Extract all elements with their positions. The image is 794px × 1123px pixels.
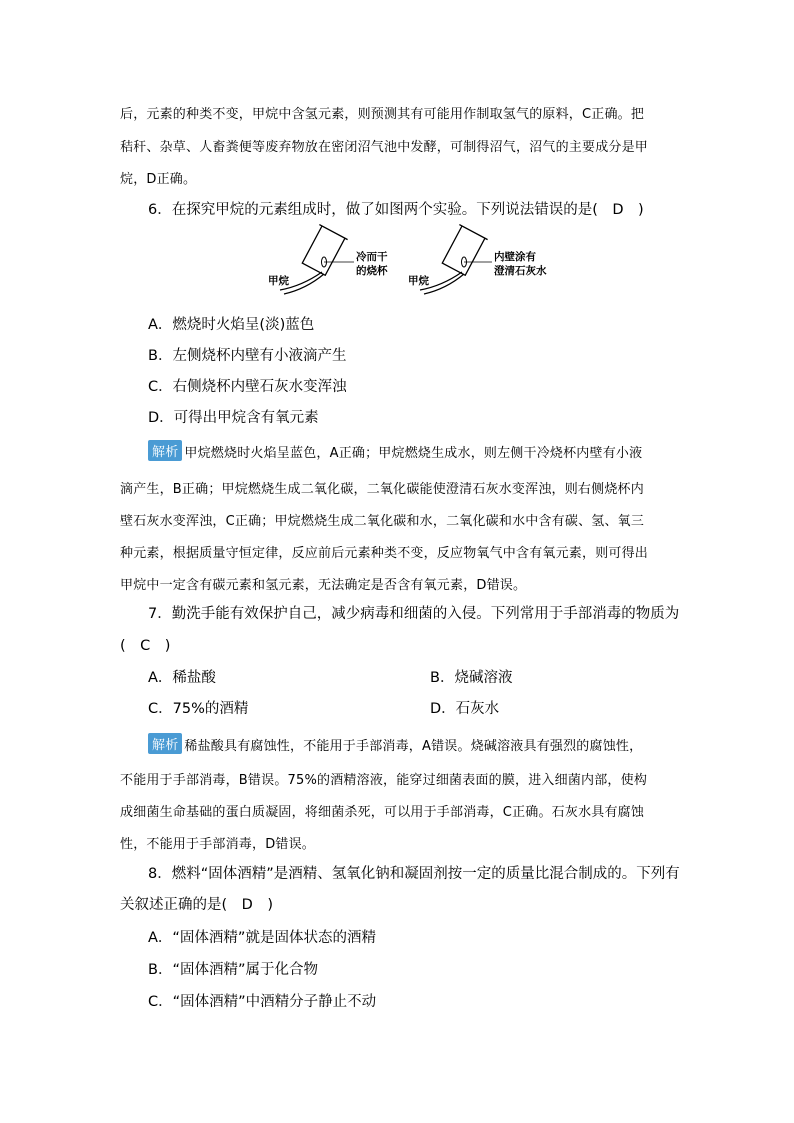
option-d: D．石灰水 xyxy=(430,701,500,717)
analysis-text: 稀盐酸具有腐蚀性，不能用于手部消毒，A错误。烧碱溶液具有强烈的腐蚀性， xyxy=(184,739,643,754)
analysis-line: 种元素，根据质量守恒定律，反应前后元素种类不变，反应物氧气中含有氧元素，则可得出 xyxy=(120,546,649,561)
paragraph-line: 秸秆、杂草、人畜粪便等废弃物放在密闭沼气池中发酵，可制得沼气，沼气的主要成分是甲 xyxy=(120,140,649,155)
analysis-line: 甲烷中一定含有碳元素和氢元素，无法确定是否含有氧元素，D错误。 xyxy=(120,578,527,593)
paragraph-line: 烷，D正确。 xyxy=(120,172,197,187)
option-a: A．燃烧时火焰呈(淡)蓝色 xyxy=(148,317,315,333)
analysis-line xyxy=(148,734,708,755)
experiment-figure xyxy=(262,222,582,300)
analysis-line: 性，不能用于手部消毒，D错误。 xyxy=(120,837,316,852)
analysis-line: 不能用于手部消毒，B错误。75%的酒精溶液，能穿过细菌表面的膜，进入细菌内部，使构 xyxy=(120,773,648,788)
right-beaker-label-2: 澄清石灰水 xyxy=(494,265,547,277)
option-a: A．“固体酒精”就是固体状态的酒精 xyxy=(148,930,376,946)
option-b: B．左侧烧杯内壁有小液滴产生 xyxy=(148,348,347,364)
option-c: C．“固体酒精”中酒精分子静止不动 xyxy=(148,994,377,1010)
right-beaker-label-1: 内壁涂有 xyxy=(494,251,536,263)
question-6-stem: 6．在探究甲烷的元素组成时，做了如图两个实验。下列说法错误的是( D ) xyxy=(148,202,644,218)
option-a: A．稀盐酸 xyxy=(148,670,216,686)
option-c: C．右侧烧杯内壁石灰水变浑浊 xyxy=(148,379,347,395)
right-beaker-icon xyxy=(440,225,488,277)
left-beaker-label-2: 的烧杯 xyxy=(356,265,388,277)
option-b: B．烧碱溶液 xyxy=(430,670,513,686)
option-c: C．75%的酒精 xyxy=(148,701,249,717)
right-gas-label: 甲烷 xyxy=(408,275,429,287)
analysis-line xyxy=(148,441,708,462)
question-8-stem: 8．燃料“固体酒精”是酒精、氢氧化钠和凝固剂按一定的质量比混合制成的。下列有 xyxy=(148,866,680,882)
option-d: D．可得出甲烷含有氧元素 xyxy=(148,410,319,426)
left-beaker-icon xyxy=(300,225,348,277)
analysis-badge: 解析 xyxy=(148,733,182,754)
left-beaker-label-1: 冷而干 xyxy=(356,251,388,263)
question-7-answer: ( C ) xyxy=(120,638,171,654)
analysis-line: 滴产生，B正确；甲烷燃烧生成二氧化碳，二氧化碳能使澄清石灰水变浑浊，则右侧烧杯内 xyxy=(120,482,644,497)
question-7-stem: 7．勤洗手能有效保护自己，减少病毒和细菌的入侵。下列常用于手部消毒的物质为 xyxy=(148,606,680,622)
analysis-badge: 解析 xyxy=(148,440,182,461)
experiment-illustration xyxy=(262,222,582,300)
question-8-stem-cont: 关叙述正确的是( D ) xyxy=(120,897,273,913)
analysis-line: 壁石灰水变浑浊，C正确；甲烷燃烧生成二氧化碳和水，二氧化碳和水中含有碳、氢、氧三 xyxy=(120,514,645,529)
option-b: B．“固体酒精”属于化合物 xyxy=(148,962,318,978)
left-gas-label: 甲烷 xyxy=(268,275,289,287)
analysis-text: 甲烷燃烧时火焰呈蓝色，A正确；甲烷燃烧生成水，则左侧干冷烧杯内壁有小液 xyxy=(184,446,643,461)
paragraph-line: 后，元素的种类不变，甲烷中含氢元素，则预测其有可能用作制取氢气的原料，C正确。把 xyxy=(120,107,645,122)
analysis-line: 成细菌生命基础的蛋白质凝固，将细菌杀死，可以用于手部消毒，C正确。石灰水具有腐蚀 xyxy=(120,805,645,820)
